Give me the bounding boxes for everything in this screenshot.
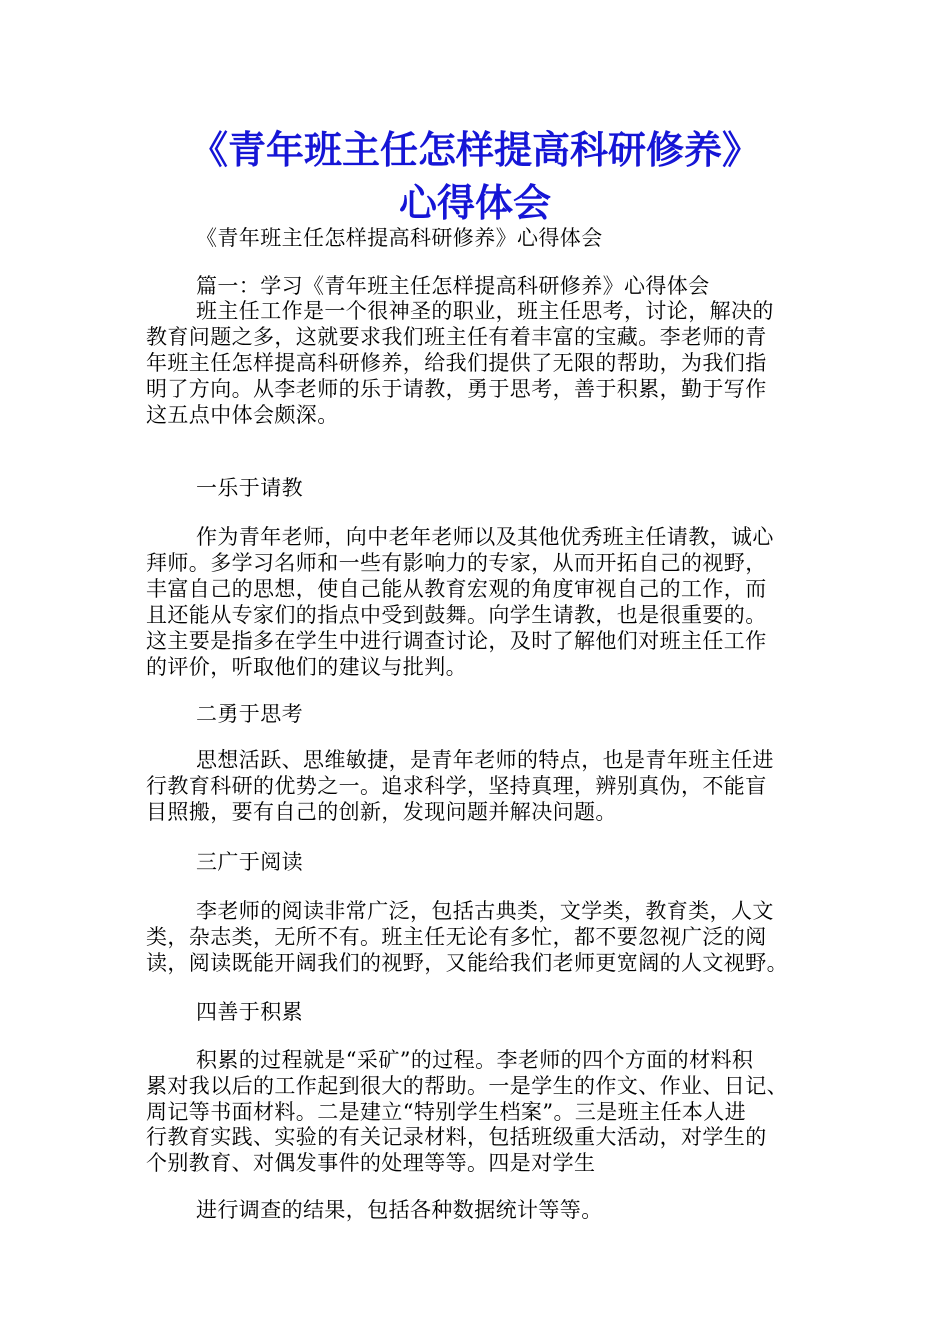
- paragraph-line: 目照搬，要有自己的创新，发现问题并解决问题。: [146, 800, 617, 824]
- paragraph-line: 教育问题之多，这就要求我们班主任有着丰富的宝藏。李老师的青: [146, 325, 767, 349]
- paragraph-line: 年班主任怎样提高科研修养，给我们提供了无限的帮助，为我们指: [146, 351, 767, 375]
- paragraph-line: 行教育实践、实验的有关记录材料，包括班级重大活动，对学生的: [146, 1125, 767, 1149]
- paragraph-line: 这五点中体会颇深。: [146, 403, 339, 427]
- document-title-line-2: 心得体会: [398, 180, 551, 225]
- document-subtitle: 《青年班主任怎样提高科研修养》心得体会: [196, 226, 603, 250]
- section-heading: 二勇于思考: [196, 702, 303, 726]
- paragraph-line: 这主要是指多在学生中进行调查讨论，及时了解他们对班主任工作: [146, 629, 767, 653]
- paragraph-line: 思想活跃、思维敏捷，是青年老师的特点，也是青年班主任进: [196, 748, 774, 772]
- paragraph-line: 丰富自己的思想，使自己能从教育宏观的角度审视自己的工作，而: [146, 577, 767, 601]
- paragraph-line: 累对我以后的工作起到很大的帮助。一是学生的作文、作业、日记、: [146, 1074, 788, 1098]
- paragraph-line: 行教育科研的优势之一。追求科学，坚持真理，辨别真伪，不能盲: [146, 774, 767, 798]
- section-heading: 一乐于请教: [196, 476, 303, 500]
- paragraph-line: 且还能从专家们的指点中受到鼓舞。向学生请教，也是很重要的。: [146, 603, 767, 627]
- paragraph-line: 明了方向。从李老师的乐于请教，勇于思考，善于积累，勤于写作: [146, 377, 767, 401]
- section-heading: 三广于阅读: [196, 850, 303, 874]
- paragraph-line: 积累的过程就是“采矿”的过程。李老师的四个方面的材料积: [196, 1048, 754, 1072]
- paragraph-line: 拜师。多学习名师和一些有影响力的专家，从而开拓自己的视野，: [146, 551, 767, 575]
- paragraph-line: 个别教育、对偶发事件的处理等等。四是对学生: [146, 1151, 596, 1175]
- paragraph-line: 班主任工作是一个很神圣的职业，班主任思考，讨论，解决的: [196, 299, 774, 323]
- paragraph-line: 读，阅读既能开阔我们的视野，又能给我们老师更宽阔的人文视野。: [146, 951, 788, 975]
- document-title-line-1: 《青年班主任怎样提高科研修养》: [189, 127, 760, 172]
- paragraph-line: 类，杂志类，无所不有。班主任无论有多忙，都不要忽视广泛的阅: [146, 925, 767, 949]
- section-heading: 四善于积累: [196, 1000, 303, 1024]
- paragraph-line: 的评价，听取他们的建议与批判。: [146, 655, 467, 679]
- chapter-heading: 篇一：学习《青年班主任怎样提高科研修养》心得体会: [196, 274, 710, 298]
- paragraph-line: 作为青年老师，向中老年老师以及其他优秀班主任请教，诚心: [196, 525, 774, 549]
- closing-line: 进行调查的结果，包括各种数据统计等等。: [196, 1198, 603, 1222]
- paragraph-line: 李老师的阅读非常广泛，包括古典类，文学类，教育类，人文: [196, 899, 774, 923]
- paragraph-line: 周记等书面材料。二是建立“特别学生档案”。三是班主任本人进: [146, 1100, 747, 1124]
